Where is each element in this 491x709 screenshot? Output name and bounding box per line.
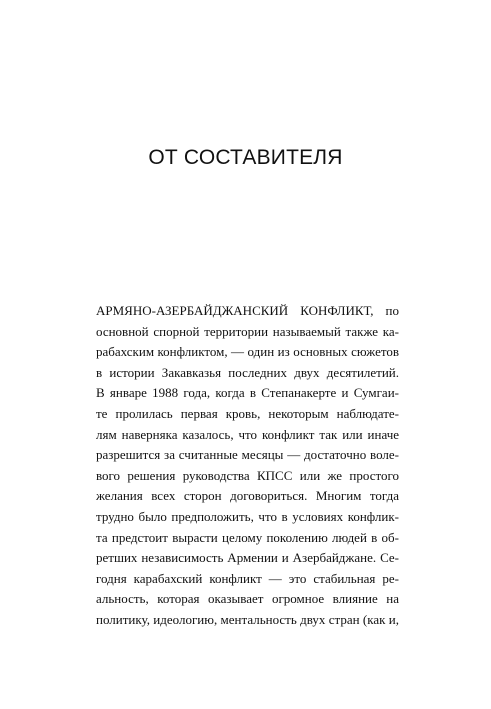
text-line: желания всех сторон договориться. Многим тогда	[96, 488, 399, 504]
text-line: АРМЯНО-АЗЕРБАЙДЖАНСКИЙ КОНФЛИКТ, по	[96, 303, 399, 318]
text-line: лям наверняка казалось, что конфликт так или иначе	[96, 426, 399, 442]
chapter-heading: ОТ СОСТАВИТЕЛЯ	[148, 146, 343, 169]
text-line: политику, идеологию, ментальность двух стран (как и,	[96, 611, 399, 627]
text-line: разрешится за считанные месяцы — достаточно воле-	[96, 447, 399, 463]
text-line: основной спорной территории называемый также ка-	[96, 323, 399, 339]
text-line: ретших независимость Армении и Азербайджане. Се-	[96, 550, 399, 566]
text-line: рабахским конфликтом, — один из основных сюжетов	[96, 344, 399, 360]
text-line: В январе 1988 года, когда в Степанакерте и Сумгаи-	[96, 385, 399, 401]
text-line: та предстоит вырасти целому поколению людей в об-	[96, 529, 399, 545]
text-line: те пролилась первая кровь, некоторым наблюдате-	[96, 405, 399, 421]
text-line: вого решения руководства КПСС или же простого	[96, 467, 399, 483]
text-line: в истории Закавказья последних двух десятилетий.	[96, 364, 399, 380]
text-line: трудно было предположить, что в условиях конфлик-	[96, 508, 399, 524]
text-line: альность, которая оказывает огромное влияние на	[96, 591, 399, 607]
body-paragraph	[96, 301, 399, 631]
text-line: годня карабахский конфликт — это стабильная ре-	[96, 570, 399, 586]
